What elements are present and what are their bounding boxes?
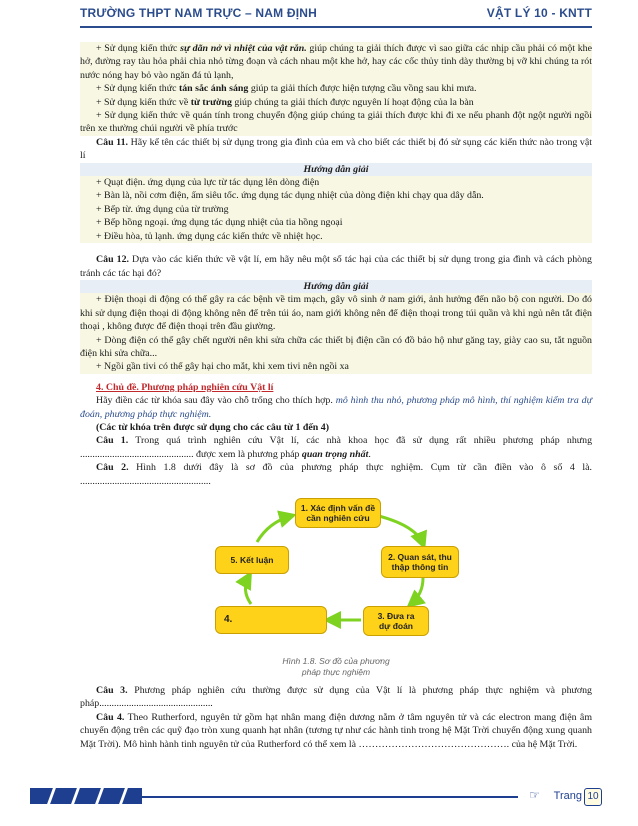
page-label: Trang: [553, 790, 582, 802]
page-header: [80, 6, 592, 28]
section-4-title: 4. Chủ đề. Phương pháp nghiên cứu Vật lí: [96, 381, 274, 393]
explanation-3: + Sử dụng kiến thức về từ trường giúp chúng ta giải thích được nguyên lí hoạt động của la bàn: [96, 96, 474, 108]
step-2-box: 2. Quan sát, thu thập thông tin: [381, 546, 459, 578]
top-explanations: [80, 42, 592, 136]
q11-answers: [80, 176, 592, 243]
pointing-hand-icon: ☞: [529, 788, 540, 802]
diagram-caption: Hình 1.8. Sơ đồ của phương pháp thực nghiệm: [282, 656, 390, 677]
question-12: Câu 12. Dựa vào các kiến thức về vật lí, em hãy nêu một số tác hại của các thiết bị sử dụng trong gia đình và cách phòng tránh các tác hại đó?: [80, 254, 592, 279]
explanation-1: + Sử dụng kiến thức sự dãn nở vì nhiệt của vật rắn. giúp chúng ta giải thích được vì sao giữa các nhịp cầu phải có một khe hở, đường ray tàu hỏa phải chia nhỏ từng đoạn và cách nhau một khe hở, hay các cốc thủy tinh dày thường bị vỡ khi chúng ta rót nước nóng hay bỏ vào ngăn đá tủ lạnh,: [80, 43, 592, 81]
q11-item: + Điều hòa, tủ lạnh. ứng dụng các kiến thức về nhiệt học.: [96, 230, 323, 242]
explanation-4: + Sử dụng kiến thức về quán tính trong chuyển động giúp chúng ta giải thích được khi đi xe nếu phanh đột ngột người ngồi trên xe thường chúi người về phía trước: [80, 110, 592, 135]
q11-item: + Bếp từ. ứng dụng của từ trường: [96, 203, 229, 215]
section-4-intro: Hãy điền các từ khóa sau đây vào chỗ trống cho thích hợp. mô hình thu nhỏ, phương pháp mô hình, thí nghiệm kiểm tra dự đoán, phương pháp thực nghiệm.: [80, 395, 592, 420]
q11-guide-heading: Hướng dẫn giải: [80, 163, 592, 176]
footer-rule: [142, 796, 518, 798]
step-4-box: 4.: [215, 606, 327, 634]
q11-item: + Bếp hồng ngoại. ứng dụng tác dụng nhiệt của tia hồng ngoại: [96, 217, 343, 229]
arrow-5-1: [257, 516, 291, 542]
school-name: TRƯỜNG THPT NAM TRỰC – NAM ĐỊNH: [80, 6, 318, 20]
page-content: [80, 42, 592, 751]
q12-guide-heading: Hướng dẫn giải: [80, 280, 592, 293]
page-footer: [0, 788, 638, 806]
fill-question-2: Câu 2. Hình 1.8 dưới đây là sơ đồ của phương pháp thực nghiệm. Cụm từ cần điền vào ô số 4 là. .....................................................: [80, 462, 593, 487]
arrow-1-2: [379, 516, 423, 544]
page-number: 10: [584, 788, 602, 806]
fill-question-1: Câu 1. Trong quá trình nghiên cứu Vật lí, các nhà khoa học đã sử dụng rất nhiều phương pháp nhưng .............................................. được xem là phương pháp quan trọng nhất.: [80, 435, 593, 460]
q12-item: + Ngồi gần tivi có thể gây hại cho mắt, khi xem tivi nên ngồi xa: [96, 361, 349, 373]
footer-stripe: [30, 788, 142, 804]
step-3-box: 3. Đưa ra dự đoán: [363, 606, 429, 636]
step-5-box: 5. Kết luận: [215, 546, 289, 574]
q12-answers: [80, 293, 592, 373]
fill-question-4: Câu 4. Theo Rutherford, nguyên tử gồm hạt nhân mang điện dương nằm ở tâm nguyên tử và các electron mang điện âm chuyển động trên các quỹ đạo tròn xung quanh hạt nhân (tương tự như các hành tinh trong hệ Mặt Trời chuyển động xung quanh Mặt Trời). Mô hình hành tinh nguyên tử của Rutherford có thể xem là ………………………………………. của hệ Mặt Trời.: [80, 711, 592, 750]
arrow-2-3: [411, 578, 423, 604]
fill-question-3: Câu 3. Phương pháp nghiên cứu thường được sử dụng của Vật lí là phương pháp thực nghiệm và phương pháp..............................................: [80, 685, 592, 710]
explanation-2: + Sử dụng kiến thức tán sắc ánh sáng giúp ta giải thích được hiện tượng cầu vồng sau khi mưa.: [96, 83, 477, 95]
q11-item: + Quạt điện. ứng dụng của lực từ tác dụng lên dòng điện: [96, 177, 320, 189]
step-1-box: 1. Xác định vấn đề cần nghiên cứu: [295, 498, 381, 528]
section-4-note: (Các từ khóa trên được sử dụng cho các câu từ 1 đến 4): [96, 421, 329, 433]
arrow-4-5: [245, 576, 251, 604]
q12-item: + Điện thoại di động có thể gây ra các bệnh về tim mạch, gây vô sinh ở nam giới, ảnh hưởng đến não bộ con người. Do đó khi sử dụng điện thoại di động không nên để trên túi áo, nam giới không nên để điện thoại trong túi quần và khi ngủ nên tắt điện thoại , không được để điện thoại trên đầu giường.: [80, 294, 592, 333]
q11-item: + Bàn là, nồi cơm điện, ấm siêu tốc. ứng dụng tác dụng nhiệt của dòng điện khi chạy qua dây dẫn.: [96, 190, 484, 202]
q12-item: + Dòng điện có thể gây chết người nên khi sửa chữa các thiết bị điện cần có đồ bảo hộ như găng tay, giày cao su, tắt nguồn điện khi sửa chữa...: [80, 334, 592, 359]
subject-name: VẬT LÝ 10 - KNTT: [486, 6, 592, 20]
question-11: Câu 11. Hãy kể tên các thiết bị sử dụng trong gia đình của em và cho biết các thiết bị đó sử sụng các kiến thức nào trong vật lí: [80, 136, 593, 162]
experimental-method-diagram: [211, 494, 461, 654]
